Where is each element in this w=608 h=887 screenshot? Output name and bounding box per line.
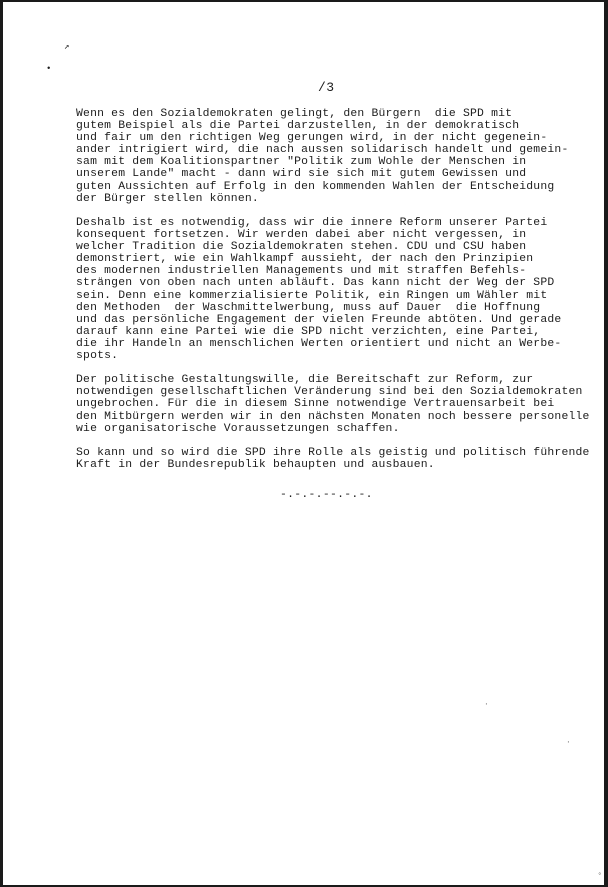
text-line: sein. Denn eine kommerzialisierte Politik, ein Ringen um Wähler mit	[76, 289, 548, 302]
text-line: guten Aussichten auf Erfolg in den kommenden Wahlen der Entscheidung	[76, 180, 555, 193]
text-line: gutem Beispiel als die Partei darzustellen, in der demokratisch	[76, 120, 520, 133]
paragraph	[76, 217, 604, 362]
text-line: den Mitbürgern werden wir in den nächsten Monaten noch bessere personelle	[76, 410, 590, 423]
margin-arrow-icon: ↗	[64, 42, 70, 52]
text-line: ungebrochen. Für die in diesem Sinne notwendige Vertrauensarbeit bei	[76, 398, 555, 411]
text-line: So kann und so wird die SPD ihre Rolle als geistig und politisch führende	[76, 446, 590, 459]
text-line: und fair um den richtigen Weg gerungen wird, in der nicht gegenein-	[76, 132, 548, 145]
text-line: Wenn es den Sozialdemokraten gelingt, den Bürgern die SPD mit	[76, 108, 513, 120]
text-line: darauf kann eine Partei wie die SPD nicht verzichten, eine Partei,	[76, 325, 541, 338]
text-line: demonstriert, wie ein Wahlkampf aussieht, der nach den Prinzipien	[76, 253, 534, 266]
text-line: welcher Tradition die Sozialdemokraten stehen. CDU und CSU haben	[76, 241, 527, 254]
text-line: unserem Lande" macht - dann wird sie sich mit gutem Gewissen und	[76, 168, 527, 181]
text-line: sam mit dem Koalitionspartner "Politik zum Wohle der Menschen in	[76, 156, 527, 169]
paragraph	[76, 108, 604, 205]
text-line: konsequent fortsetzen. Wir werden dabei aber nicht vergessen, in	[76, 229, 527, 242]
text-line: die ihr Handeln an menschlichen Werten orientiert und nicht an Werbe-	[76, 337, 562, 350]
text-line: spots.	[76, 349, 119, 362]
text-line: des modernen industriellen Managements und mit straffen Befehls-	[76, 265, 527, 278]
text-line: notwendigen gesellschaftlichen Veränderung sind bei den Sozialdemokraten	[76, 386, 583, 399]
scan-speck-icon: ·	[566, 738, 571, 747]
end-separator: -.-.-.--.-.-.	[280, 489, 373, 501]
text-line: und das persönliche Engagement der vielen Freunde abtöten. Und gerade	[76, 313, 562, 326]
margin-dot-icon: •	[46, 64, 52, 74]
text-line: Kraft in der Bundesrepublik behaupten und ausbauen.	[76, 459, 435, 471]
text-line: den Methoden der Waschmittelwerbung, muss auf Dauer die Hoffnung	[76, 301, 541, 314]
text-line: Der politische Gestaltungswille, die Bereitschaft zur Reform, zur	[76, 374, 534, 387]
text-line: wie organisatorische Voraussetzungen schaffen.	[76, 422, 400, 435]
corner-mark-icon: ◦	[597, 870, 602, 879]
text-line: der Bürger stellen können.	[76, 192, 259, 205]
text-line: ander intrigiert wird, die nach aussen solidarisch handelt und gemein-	[76, 144, 569, 157]
scan-speck-icon: ·	[484, 700, 489, 709]
page-number: /3	[318, 80, 335, 95]
text-line: strängen von oben nach unten abläuft. Das kann nicht der Weg der SPD	[76, 277, 555, 290]
text-line: Deshalb ist es notwendig, dass wir die innere Reform unserer Partei	[76, 216, 548, 229]
paragraph	[76, 374, 604, 434]
paragraph	[76, 447, 604, 471]
body-text	[76, 108, 604, 483]
